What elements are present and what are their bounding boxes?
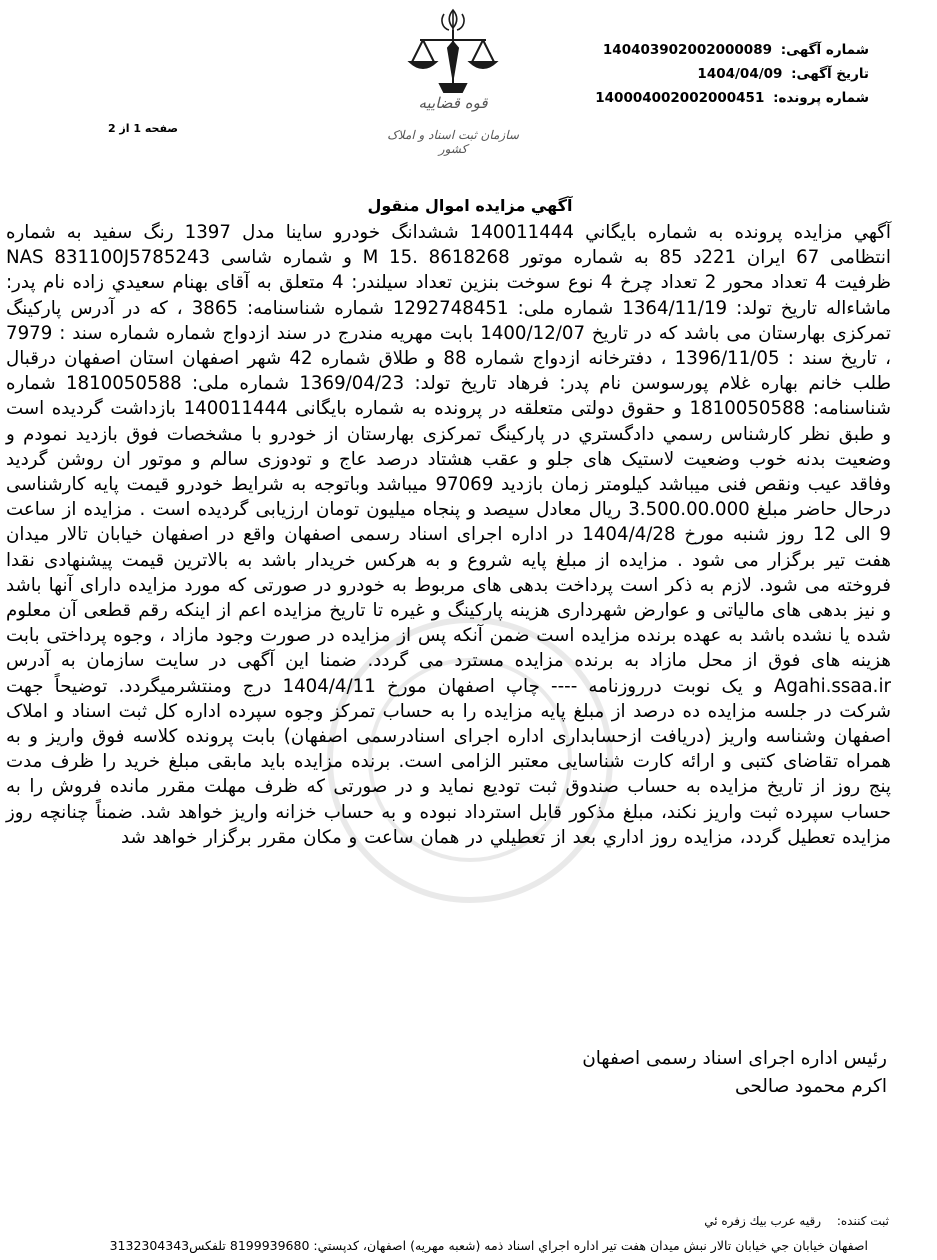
ad-number-value: 140403902002000089: [602, 42, 772, 58]
emblem-caption-top: قوه قضاییه: [418, 94, 488, 112]
ad-date-value: 1404/04/09: [697, 66, 783, 82]
ad-date-label: تاریخ آگهی:: [791, 66, 869, 82]
page-indicator: صفحه 1 از 2: [107, 122, 178, 135]
emblem-caption-bottom: سازمان ثبت اسناد و املاک کشور: [387, 128, 519, 156]
ad-date-row: [509, 62, 869, 86]
signatory-name: اکرم محمود صالحی: [734, 1076, 887, 1097]
auction-notice-body: آگهي مزايده پرونده به شماره بايگاني 140011444 ششدانگ خودرو ساينا مدل 1397 رنگ سفيد به شماره انتظامی 67 ایران 221د 85 به شماره موتور M 15. 8618268 و شماره شاسی NAS 831100J5785243 ظرفيت 4 تعداد محور 2 تعداد چرخ 4 نوع سوخت بنزين تعداد سيلندر: 4 متعلق به آقای بهنام سعيدي زاده نام پدر: ماشاءاله تاريخ تولد: 1364/11/19 شماره ملی: 1292748451 شماره شناسنامه: 3865 ، که در آدرس پارکینگ تمرکزی بهارستان می باشد که در تاریخ 1400/12/07 بابت مهریه مندرج در سند ازدواج شماره شماره سند : 7979 ، تاريخ سند : 1396/11/05 ، دفترخانه ازدواج شماره 88 و طلاق شماره 42 شهر اصفهان استان اصفهان درقبال طلب خانم بهاره غلام پورسوسن نام پدر: فرهاد تاريخ تولد: 1369/04/23 شماره ملی: 1810050588 شماره شناسنامه: 1810050588 و حقوق دولتی متعلقه در پرونده به شماره بایگانی 140011444 بازداشت گرديده است و طبق نظر کارشناس رسمي دادگستري در پارکینگ تمرکزی بهارستان از خودرو با مشخصات فوق بازدید نمودم و وضعیت بدنه خوب وضعیت لاستیک های جلو و عقب هشتاد درصد عاج و تودوزی سالم و موتور ان روشن گردید وفاقد عیب ونقص فنی میباشد کیلومتر زمان بازدید 97069 میباشد وباتوجه به شرایط خودرو قیمت پایه کارشناسی درحال حاضر مبلغ 3.500.00.000 ریال معادل سیصد و پنجاه میلیون تومان ارزیابی گرديده است . مزايده از ساعت 9 الی 12 روز شنبه مورخ 1404/4/28 در اداره اجرای اسناد رسمی اصفهان واقع در اصفهان خیابان تالار میدان هفت تیر برگزار می شود . مزايده از مبلغ پايه شروع و به هرکس خريدار باشد به بالاترين قيمت پيشنهادی نقدا فروخته می شود. لازم به ذکر است پرداخت بدهی های مربوط به خودرو در صورتی که مورد مزایده دارای آنها باشد و نیز بدهی های مالیاتی و عوارض شهرداری هزینه پارکینگ و غیره تا تاریخ مزایده اعم از اینکه رقم قطعی آن معلوم شده یا نشده باشد به عهده برنده مزایده است ضمن آنکه پس از مزایده در صورت وجود مازاد ، وجوه پرداختی بابت هزینه های فوق از محل مازاد به برنده مزایده مسترد می گردد. ضمنا این آگهی در سایت سازمان به آدرس Agahi.ssaa.ir و یک نوبت درروزنامه ---- چاپ اصفهان مورخ 1404/4/11 درج ومنتشرمیگردد. توضیحاً جهت شرکت در جلسه مزایده ده درصد از مبلغ پایه مزایده را به حساب تمرکز وجوه سپرده اداره کل ثبت اسناد و املاک اصفهان وشناسه واریز (دریافت ازحسابداری اداره اجرای اسنادرسمی اصفهان) بابت پرونده کلاسه فوق واریز و به همراه تقاضای کتبی و ارائه کارت شناسایی معتبر الزامی است. برنده مزایده باید مابقی مبلغ خرید را ظرف مدت پنج روز از تاریخ مزایده به حساب صندوق ثبت تودیع نماید و در صورتی که ظرف مهلت مقرر مانده فروش را به حساب سپرده ثبت واریز نکند، مبلغ مذکور قابل استرداد نبوده و به حساب خزانه واریز خواهد شد. ضمناً چنانچه روز مزایده تعطیل گردد، مزایده روز اداري بعد از تعطيلي در همان ساعت و مکان مقرر برگزار خواهد شد: [6, 222, 891, 848]
file-number-value: 140004002002000451: [595, 90, 765, 106]
judiciary-emblem: [378, 8, 528, 158]
signatory-position: رئیس اداره اجرای اسناد رسمی اصفهان: [582, 1048, 887, 1069]
ad-number-row: [509, 38, 869, 62]
signature-block: [487, 1045, 887, 1101]
ad-meta-block: [509, 38, 869, 110]
recorder-line: [489, 1214, 889, 1228]
document-title: آگهي مزايده اموال منقول: [367, 196, 573, 215]
footer-address: اصفهان خيابان جي خيابان تالار نبش ميدان هفت تير اداره اجراي اسناد ذمه (شعبه مهريه) اصفهان، کدپستي: 8199939680 تلفکس3132304343: [109, 1238, 868, 1253]
judiciary-scales-emblem-icon: [378, 8, 528, 98]
recorder-name: رقيه عرب بيك زفره ئي: [704, 1214, 822, 1228]
file-number-label: شماره پرونده:: [773, 90, 869, 106]
file-number-row: [509, 86, 869, 110]
ad-number-label: شماره آگهی:: [780, 42, 869, 58]
recorder-label: ثبت کننده:: [836, 1214, 889, 1228]
